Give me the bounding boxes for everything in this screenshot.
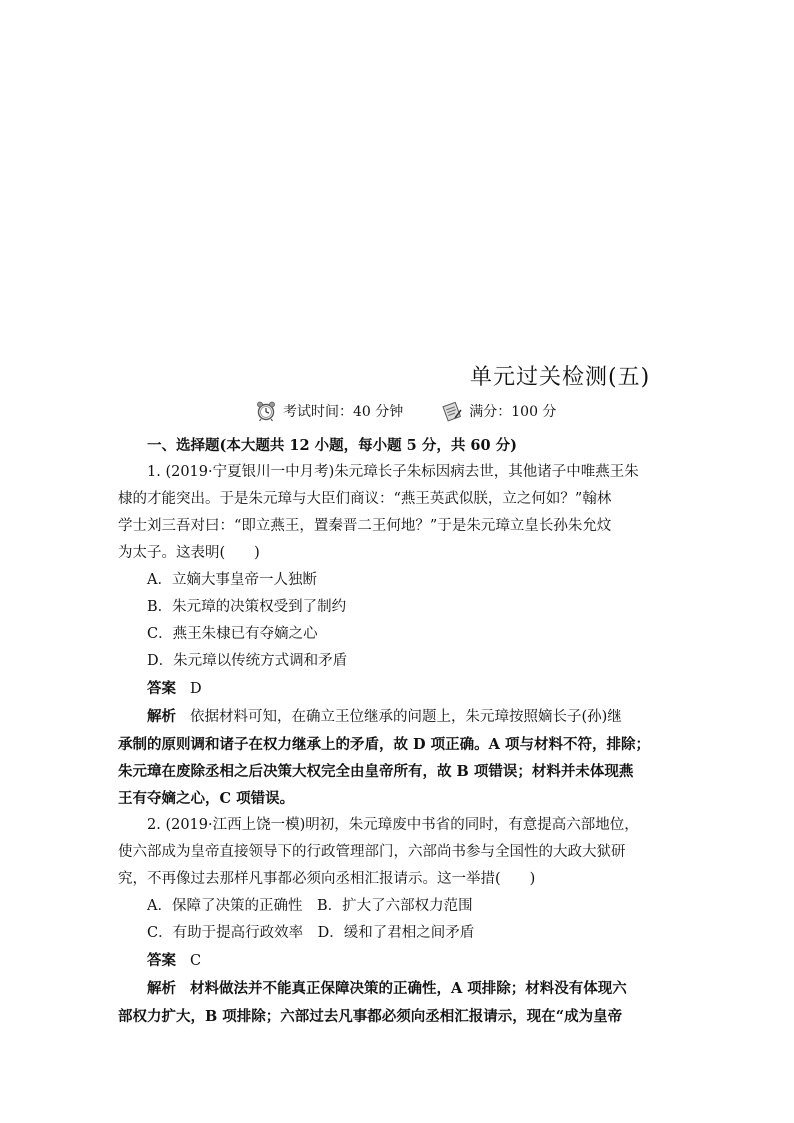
q1-stem-line-3: 学士刘三吾对曰：“即立燕王，置秦晋二王何地？”于是朱元璋立皇长孙朱允炆 <box>118 518 612 534</box>
q1-analysis-line-2: 承制的原则调和诸子在权力继承上的矛盾，故 D 项正确。A 项与材料不符，排除； <box>118 736 650 753</box>
q1-analysis-line-4: 王有夺嫡之心，C 项错误。 <box>118 790 295 807</box>
q2-analysis-line-1 <box>118 975 678 1003</box>
q2-stem-line-3: 究，不再像过去那样凡事都必须向丞相汇报请示。这一举措( ) <box>118 871 536 887</box>
q1-answer <box>118 675 678 703</box>
q1-option-c: C．燕王朱棣已有夺嫡之心 <box>147 626 318 642</box>
answer-label: 答案 <box>147 952 176 969</box>
analysis-label: 解析 <box>147 708 176 725</box>
score-sheet-icon <box>441 400 463 422</box>
q1-analysis-line-3: 朱元璋在废除丞相之后决策大权完全由皇帝所有，故 B 项错误；材料并未体现燕 <box>118 763 634 780</box>
analysis-text: 材料做法并不能真正保障决策的正确性，A 项排除；材料没有体现六 <box>190 980 627 997</box>
q2-analysis-line-2: 部权力扩大，B 项排除；六部过去凡事都必须向丞相汇报请示，现在“成为皇帝 <box>118 1008 623 1025</box>
q1-stem-line-2: 棣的才能突出。于是朱元璋与大臣们商议：“燕王英武似朕，立之何如？”翰林 <box>118 491 612 507</box>
page-title: 单元过关检测(五) <box>470 365 651 390</box>
q1-analysis-line-1 <box>118 703 678 731</box>
q2-stem-line-2: 使六部成为皇帝直接领导下的行政管理部门，六部尚书参与全国性的大政大狱研 <box>118 844 626 860</box>
q2-stem-line-1: 2. (2019·江西上饶一模)明初，朱元璋废中书省的同时，有意提高六部地位， <box>147 817 639 833</box>
q1-option-a: A．立嫡大事皇帝一人独断 <box>147 572 317 588</box>
section-heading: 一、选择题(本大题共 12 小题，每小题 5 分，共 60 分) <box>147 437 517 454</box>
q1-option-d: D．朱元璋以传统方式调和矛盾 <box>147 653 348 669</box>
q1-option-b: B．朱元璋的决策权受到了制约 <box>147 599 347 615</box>
alarm-clock-icon <box>255 400 277 422</box>
answer-value: C <box>190 953 202 969</box>
q2-options-row-1: A．保障了决策的正确性 B．扩大了六部权力范围 <box>147 898 473 914</box>
analysis-label: 解析 <box>147 980 176 997</box>
answer-value: D <box>190 681 202 697</box>
q1-stem-line-1: 1. (2019·宁夏银川一中月考)朱元璋长子朱标因病去世，其他诸子中唯燕王朱 <box>147 464 639 480</box>
q2-answer <box>118 947 678 975</box>
exam-meta <box>255 400 556 422</box>
q2-options-row-2: C．有助于提高行政效率 D．缓和了君相之间矛盾 <box>147 925 475 941</box>
analysis-text: 依据材料可知，在确立王位继承的问题上，朱元璋按照嫡长子(孙)继 <box>190 709 622 725</box>
full-score: 满分：100 分 <box>469 404 557 420</box>
answer-label: 答案 <box>147 680 176 697</box>
q1-stem-line-4: 为太子。这表明( ) <box>118 545 260 561</box>
question-content <box>118 432 678 1030</box>
exam-time: 考试时间：40 分钟 <box>283 404 404 420</box>
